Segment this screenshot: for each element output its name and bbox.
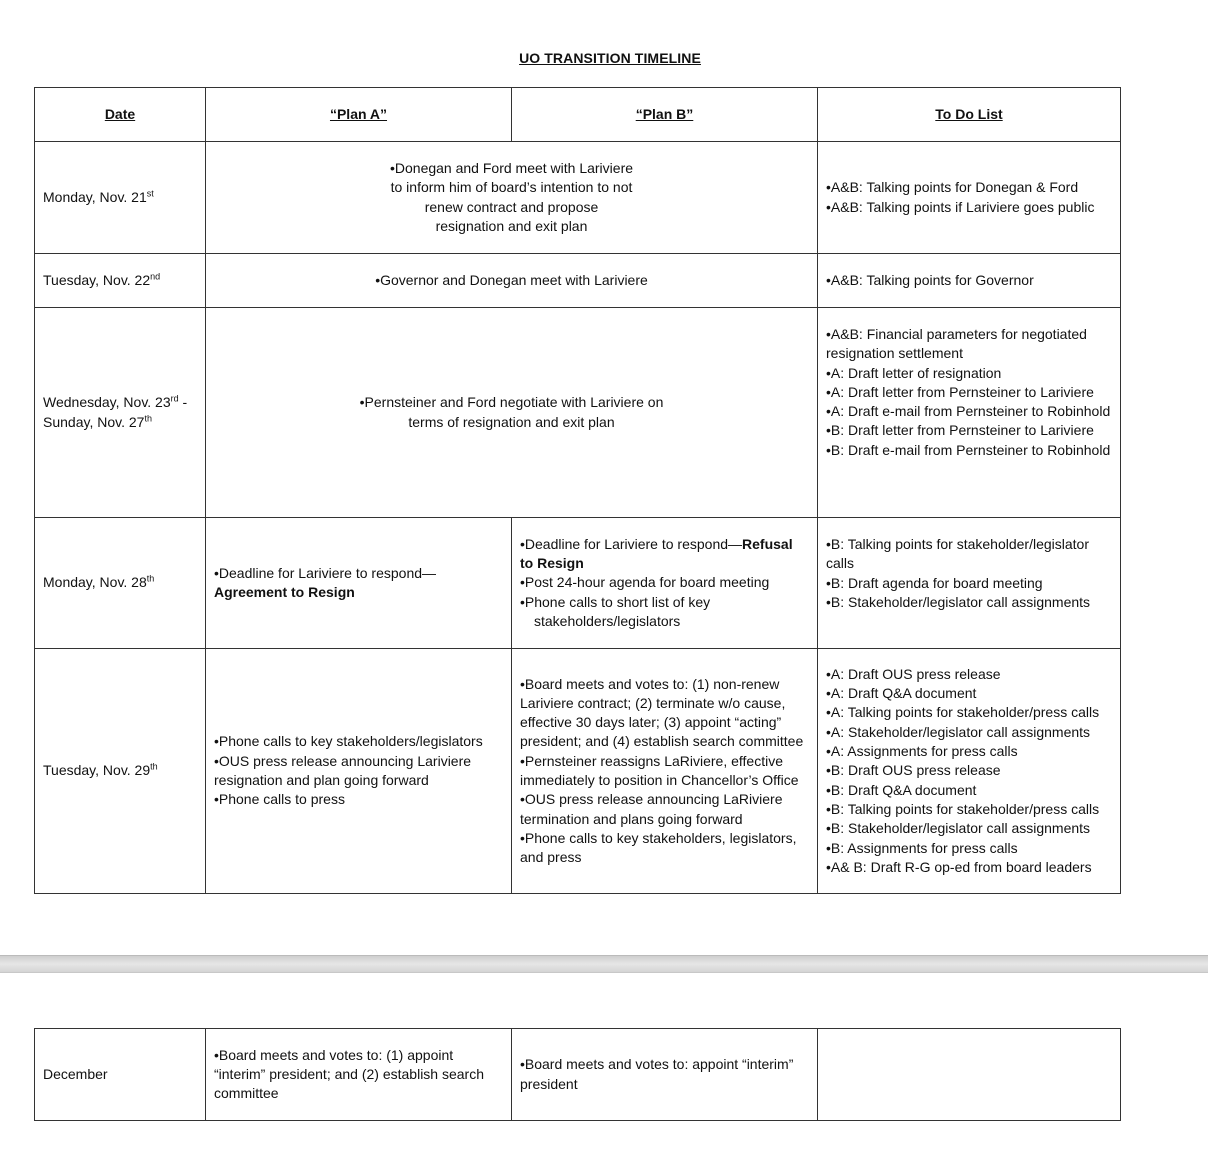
- date-cell: Tuesday, Nov. 22nd: [35, 254, 206, 308]
- header-plan-b: “Plan B”: [512, 88, 818, 142]
- header-todo: To Do List: [818, 88, 1121, 142]
- table-row: [35, 649, 1121, 894]
- table-row: [35, 1029, 1121, 1121]
- plan-a-cell: •Phone calls to key stakeholders/legislators •OUS press release announcing Lariviere resignation and plan going forward •Phone calls to press: [206, 649, 512, 894]
- timeline-table: [34, 87, 1121, 894]
- header-date: Date: [35, 88, 206, 142]
- table-row: [35, 308, 1121, 518]
- shared-plan-cell: •Pernsteiner and Ford negotiate with Lariviere on terms of resignation and exit plan: [206, 308, 818, 518]
- date-cell: Monday, Nov. 21st: [35, 142, 206, 254]
- plan-b-cell: •Deadline for Lariviere to respond—Refusal to Resign •Post 24-hour agenda for board meeting •Phone calls to short list of key stakeholders/legislators: [512, 518, 818, 649]
- shared-plan-cell: •Donegan and Ford meet with Lariviere to inform him of board’s intention to not renew contract and propose resignation and exit plan: [206, 142, 818, 254]
- header-row: [35, 88, 1121, 142]
- plan-a-cell: •Deadline for Lariviere to respond— Agreement to Resign: [206, 518, 512, 649]
- todo-cell: •B: Talking points for stakeholder/legislator calls •B: Draft agenda for board meeting •B: Stakeholder/legislator call assignments: [818, 518, 1121, 649]
- header-plan-a: “Plan A”: [206, 88, 512, 142]
- plan-b-cell: •Board meets and votes to: (1) non-renew Lariviere contract; (2) terminate w/o cause, effective 30 days later; (3) appoint “acting” president; and (4) establish search committee •Pernsteiner reassigns LaRiviere, effective immediately to position in Chancellor’s Office •OUS press release announcing LaRiviere termination and plans going forward •Phone calls to key stakeholders, legislators, and press: [512, 649, 818, 894]
- plan-a-cell: •Board meets and votes to: (1) appoint “interim” president; and (2) establish search committee: [206, 1029, 512, 1121]
- table-row: [35, 254, 1121, 308]
- plan-b-cell: •Board meets and votes to: appoint “interim” president: [512, 1029, 818, 1121]
- shared-plan-cell: •Governor and Donegan meet with Lariviere: [206, 254, 818, 308]
- todo-cell: •A&B: Talking points for Donegan & Ford •A&B: Talking points if Lariviere goes public: [818, 142, 1121, 254]
- document-title: UO TRANSITION TIMELINE: [519, 50, 701, 66]
- date-cell: Monday, Nov. 28th: [35, 518, 206, 649]
- date-cell: Tuesday, Nov. 29th: [35, 649, 206, 894]
- todo-cell: [818, 1029, 1121, 1121]
- page-break-divider: [0, 955, 1208, 973]
- timeline-table-continued: [34, 1028, 1121, 1121]
- table-row: [35, 518, 1121, 649]
- table-row: [35, 142, 1121, 254]
- date-cell: December: [35, 1029, 206, 1121]
- todo-cell: •A&B: Talking points for Governor: [818, 254, 1121, 308]
- todo-cell: •A: Draft OUS press release •A: Draft Q&A document •A: Talking points for stakeholder/press calls •A: Stakeholder/legislator call assignments •A: Assignments for press calls •B: Draft OUS press release •B: Draft Q&A document •B: Talking points for stakeholder/press calls •B: Stakeholder/legislator call assignments •B: Assignments for press calls •A& B: Draft R-G op-ed from board leaders: [818, 649, 1121, 894]
- todo-cell: •A&B: Financial parameters for negotiated resignation settlement •A: Draft letter of resignation •A: Draft letter from Pernsteiner to Lariviere •A: Draft e-mail from Pernsteiner to Robinhold •B: Draft letter from Pernsteiner to Lariviere •B: Draft e-mail from Pernsteiner to Robinhold: [818, 308, 1121, 518]
- date-cell: Wednesday, Nov. 23rd - Sunday, Nov. 27th: [35, 308, 206, 518]
